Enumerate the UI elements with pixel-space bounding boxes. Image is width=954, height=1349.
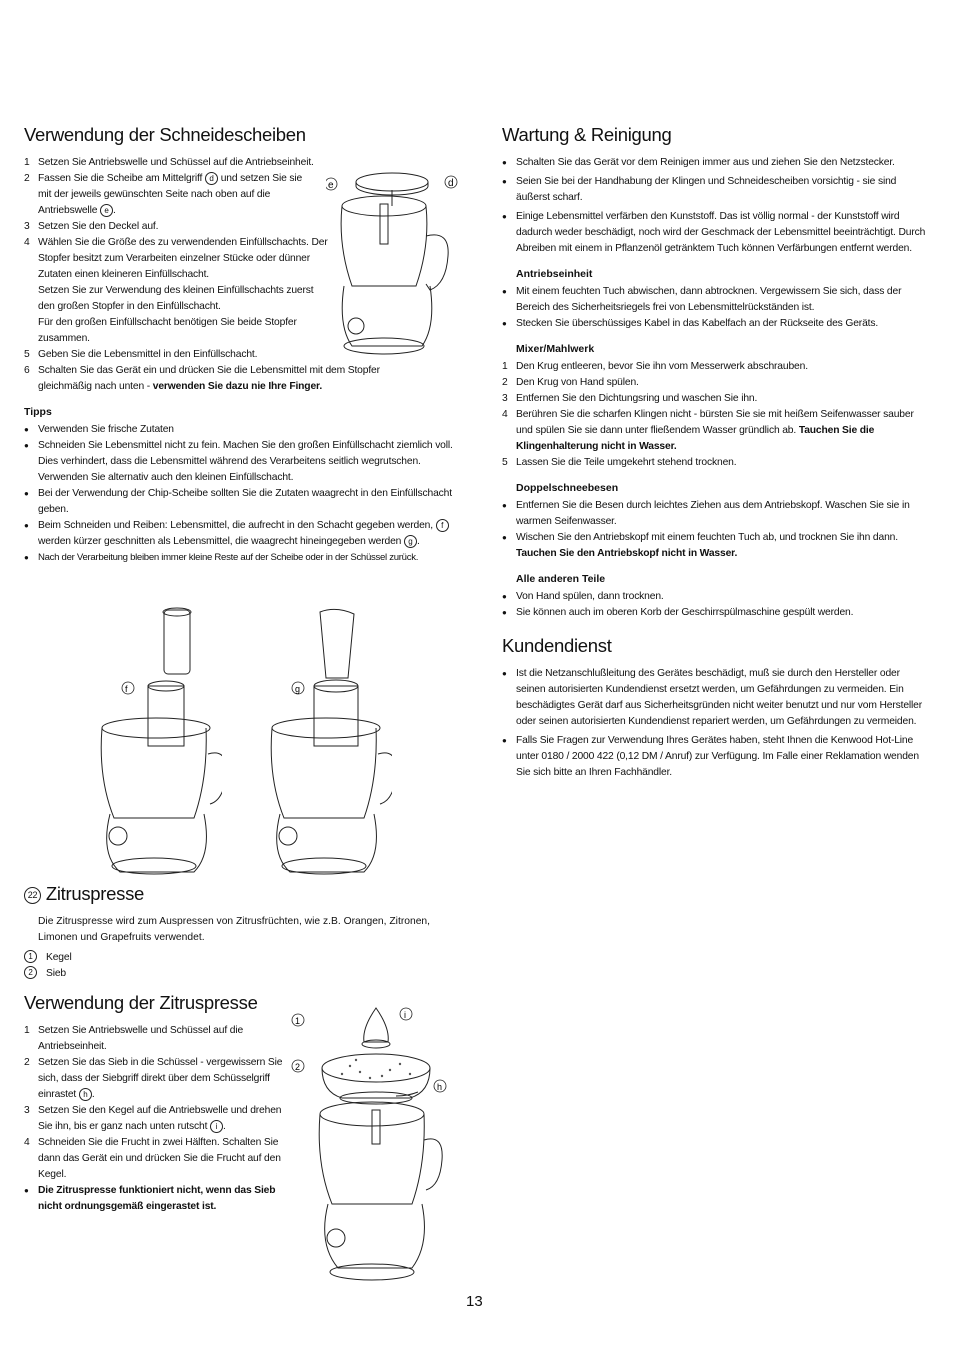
part-number: 1: [24, 950, 37, 963]
step-number: 1: [24, 157, 30, 168]
andere-list: [502, 589, 932, 621]
zitrus-intro: Die Zitruspresse wird zum Auspressen von Zitrusfrüchten, wie z.B. Orangen, Zitronen, Limonen und Grapefruits verwendet.: [38, 916, 431, 943]
part-item: [24, 950, 456, 966]
tip-item: ● Verwenden Sie frische Zutaten: [24, 422, 456, 438]
zitrus-step: [24, 1103, 294, 1135]
zitrus-step: [24, 1055, 294, 1103]
tip-text: werden kürzer geschnitten als Lebensmittel, die waagrecht hineingegeben werden: [38, 536, 402, 547]
section-number-badge: 22: [24, 887, 41, 904]
step-text: Den Krug entleeren, bevor Sie ihn vom Messerwerk abschrauben.: [516, 361, 808, 372]
mixer-item: [502, 391, 932, 407]
step-warning: verwenden Sie dazu nie Ihre Finger.: [152, 381, 323, 392]
zitrus-steps: [24, 1023, 294, 1183]
step-text: Den Krug von Hand spülen.: [516, 377, 639, 388]
andere-heading: Alle anderen Teile: [516, 573, 606, 585]
mixer-item: [502, 455, 932, 471]
step-number: 5: [502, 457, 508, 468]
label-h: h: [437, 1082, 443, 1092]
tip-item: ● Bei der Verwendung der Chip-Scheibe sollten Sie die Zutaten waagrecht in den Einfüllschacht geben.: [24, 486, 456, 518]
step-number: 2: [24, 1057, 30, 1068]
tips-list: [24, 422, 456, 566]
step-number: 6: [24, 365, 30, 376]
label-f: f: [125, 684, 128, 694]
label-e: e: [328, 180, 334, 191]
part-number: 2: [24, 966, 37, 979]
heading-wartung: Wartung & Reinigung: [502, 124, 672, 145]
circled-letter-f: f: [436, 519, 449, 532]
tips-heading: Tipps: [24, 406, 52, 418]
part-label: Kegel: [46, 952, 72, 963]
schneide-step-4: [24, 235, 328, 347]
zitrus-warning: [24, 1183, 294, 1215]
step-text: Für den großen Einfüllschacht benötigen Sie beide Stopfer zusammen.: [38, 317, 297, 344]
schneide-step-6: [24, 363, 422, 395]
kunden-item: ● Falls Sie Fragen zur Verwendung Ihres Gerätes haben, steht Ihnen die Kenwood Hot-Line unter 0180 / 2000 422 (0,12 DM / Anruf) zur Verfügung. Im Falle einer Reklamation wenden Sie sich bitte an Ihren Fachhändler.: [502, 733, 932, 781]
mixer-item: [502, 359, 932, 375]
step-number: 3: [24, 1105, 30, 1116]
tip-item: [24, 518, 456, 550]
step-text: Setzen Sie den Deckel auf.: [38, 221, 159, 232]
step-text: Entfernen Sie den Dichtungsring und waschen Sie ihn.: [516, 393, 758, 404]
zitrus-warning-list: [24, 1183, 294, 1215]
doppel-item: [502, 530, 932, 562]
step-text: .: [113, 205, 116, 216]
wartung-list: [502, 155, 932, 257]
step-text: Setzen Sie das Sieb in die Schüssel - vergewissern Sie sich, dass der Siebgriff direkt über dem Schüsselgriff einrastet: [38, 1057, 283, 1100]
page-number: 13: [466, 1293, 483, 1310]
step-number: 5: [24, 349, 30, 360]
andere-item: ● Sie können auch im oberen Korb der Geschirrspülmaschine gespült werden.: [502, 605, 932, 621]
label-i: i: [404, 1010, 406, 1020]
step-text: Setzen Sie Antriebswelle und Schüssel auf die Antriebseinheit.: [38, 1025, 244, 1052]
circled-letter-i: i: [210, 1120, 223, 1133]
part-label: Sieb: [46, 968, 67, 979]
wartung-item: ● Einige Lebensmittel verfärben den Kunststoff. Das ist völlig normal - der Kunststoff wird dadurch weder beschädigt, noch wird der Geschmack der Lebensmittel beeinträchtigt. Durch Abreiben mit einem in Pflanzenöl getränktem Tuch können Verfärbungen entfernt werden.: [502, 209, 932, 257]
zitrus-use-section: [24, 992, 294, 1215]
antrieb-item: ● Mit einem feuchten Tuch abwischen, dann abtrocknen. Vergewissern Sie sich, dass der Bereich des Sicherheitsriegels frei von Lebensmittelrückständen ist.: [502, 284, 932, 316]
doppel-warning: Tauchen Sie den Antriebskopf nicht in Wasser.: [516, 548, 738, 559]
antrieb-list: [502, 284, 932, 332]
warning-text: Die Zitruspresse funktioniert nicht, wenn das Sieb nicht ordnungsgemäß eingerastet ist.: [38, 1185, 276, 1212]
circled-letter-g: g: [404, 535, 417, 548]
step-number: 1: [502, 361, 508, 372]
wartung-item: ● Schalten Sie das Gerät vor dem Reinigen immer aus und ziehen Sie den Netzstecker.: [502, 155, 932, 171]
andere-item: ● Von Hand spülen, dann trocknen.: [502, 589, 932, 605]
label-g: g: [295, 684, 301, 694]
tip-item: ● Schneiden Sie Lebensmittel nicht zu fein. Machen Sie den großen Einfüllschacht ziemlich voll. Dies verhindert, dass die Lebensmittel während des Verarbeitens seitlich wegrutschen. Verwenden Sie alternativ auch den kleinen Einfüllschacht.: [24, 438, 456, 486]
circled-letter-d: d: [205, 172, 218, 185]
kunden-list: [502, 666, 932, 781]
schneide-step-1: [24, 155, 318, 171]
doppel-text: Wischen Sie den Antriebskopf mit einem feuchten Tuch ab, und trocknen Sie ihn dann.: [516, 532, 898, 543]
zitrus-step: [24, 1135, 294, 1183]
step-number: 3: [24, 221, 30, 232]
part-item: [24, 966, 456, 982]
right-column: [502, 124, 932, 784]
step-text: .: [223, 1121, 226, 1132]
step-text: und setzen Sie sie mit der jeweils gewünschten Seite nach oben auf die Antriebswelle: [38, 173, 303, 216]
step-number: 2: [24, 173, 30, 184]
label-2: 2: [295, 1062, 301, 1072]
zitrus-title: Zitruspresse: [45, 883, 145, 904]
parts-list: [24, 950, 456, 982]
step-number: 2: [502, 377, 508, 388]
step-text: Geben Sie die Lebensmittel in den Einfüllschacht.: [38, 349, 258, 360]
heading-kundendienst: Kundendienst: [502, 635, 612, 656]
step-text: Setzen Sie den Kegel auf die Antriebswelle und drehen Sie ihn, bis er ganz nach unten rutscht: [38, 1105, 282, 1132]
label-1: 1: [295, 1016, 301, 1026]
tip-text: Beim Schneiden und Reiben: Lebensmittel, die aufrecht in den Schacht gegeben werden,: [38, 520, 433, 531]
doppel-heading: Doppelschneebesen: [516, 482, 619, 494]
step-text: Setzen Sie zur Verwendung des kleinen Einfüllschachts zuerst den großen Stopfer in den Einfüllschacht.: [38, 285, 314, 312]
step-text: Berühren Sie die scharfen Klingen nicht - bürsten Sie sie mit heißem Seifenwasser sauber und spülen Sie sie dann unter fließendem Wasser gründlich ab.: [516, 409, 914, 436]
step-warning: Tauchen Sie die Klingenhalterung nicht in Wasser.: [516, 425, 875, 452]
mixer-item: [502, 407, 932, 455]
doppel-list: [502, 498, 932, 562]
citrus-press-illustration: [290, 1006, 450, 1286]
label-d: d: [448, 178, 454, 189]
tip-item: ● Nach der Verarbeitung bleiben immer kleine Reste auf der Scheibe oder in der Schüssel zurück.: [24, 550, 456, 566]
wartung-item: ● Seien Sie bei der Handhabung der Klingen und Schneidescheiben vorsichtig - sie sind äußerst scharf.: [502, 174, 932, 206]
circled-letter-h: h: [79, 1088, 92, 1101]
antrieb-item: ● Stecken Sie überschüssiges Kabel in das Kabelfach an der Rückseite des Geräts.: [502, 316, 932, 332]
step-text: Wählen Sie die Größe des zu verwendenden Einfüllschachts. Der Stopfer besitzt zum Verarbeiten einzelner Stücke oder dünner Zutaten einen kleineren Einfüllschacht.: [38, 237, 328, 280]
heading-zitruspresse: [24, 883, 456, 905]
circled-letter-e: e: [100, 204, 113, 217]
pusher-illustration-f: [92, 604, 222, 876]
doppel-item: ● Entfernen Sie die Besen durch leichtes Ziehen aus dem Antriebskopf. Waschen Sie sie in warmen Seifenwasser.: [502, 498, 932, 530]
step-number: 4: [24, 1137, 30, 1148]
step-text: Schneiden Sie die Frucht in zwei Hälften. Schalten Sie dann das Gerät ein und drücken Sie die Frucht auf den Kegel.: [38, 1137, 281, 1180]
zitrus-step: [24, 1023, 294, 1055]
disc-bowl-illustration: [326, 166, 462, 362]
step-text: Fassen Sie die Scheibe am Mittelgriff: [38, 173, 203, 184]
step-text: Lassen Sie die Teile umgekehrt stehend trocknen.: [516, 457, 737, 468]
step-text: Schalten Sie das Gerät ein und drücken Sie die Lebensmittel mit dem Stopfer gleichmäßig nach unten -: [38, 365, 380, 392]
pusher-illustration-g: [262, 604, 392, 876]
step-number: 3: [502, 393, 508, 404]
mixer-heading: Mixer/Mahlwerk: [516, 343, 595, 355]
mixer-item: [502, 375, 932, 391]
heading-zitrus-use: Verwendung der Zitruspresse: [24, 992, 258, 1013]
heading-schneidescheiben: Verwendung der Schneidescheiben: [24, 124, 306, 145]
kunden-item: ● Ist die Netzanschlußleitung des Gerätes beschädigt, muß sie durch den Hersteller oder seinen autorisierten Kundendienst ersetzt werden, um Gefährdungen zu vermeiden. Ein beschädigtes Gerät darf aus Sicherheitsgründen nicht weiter benutzt und nur vom Hersteller oder seinen autorisierten Kundendienst repariert werden, um Gefährdungen zu vermeiden.: [502, 666, 932, 730]
zitrus-section: [24, 883, 456, 982]
schneide-step-2: [24, 171, 318, 219]
step-number: 1: [24, 1025, 30, 1036]
tip-text: .: [416, 536, 420, 547]
mixer-list: [502, 359, 932, 471]
step-number: 4: [502, 409, 508, 420]
antrieb-heading: Antriebseinheit: [516, 268, 593, 280]
step-number: 4: [24, 237, 30, 248]
step-text: .: [91, 1089, 95, 1100]
step-text: Setzen Sie Antriebswelle und Schüssel auf die Antriebseinheit.: [38, 157, 314, 168]
